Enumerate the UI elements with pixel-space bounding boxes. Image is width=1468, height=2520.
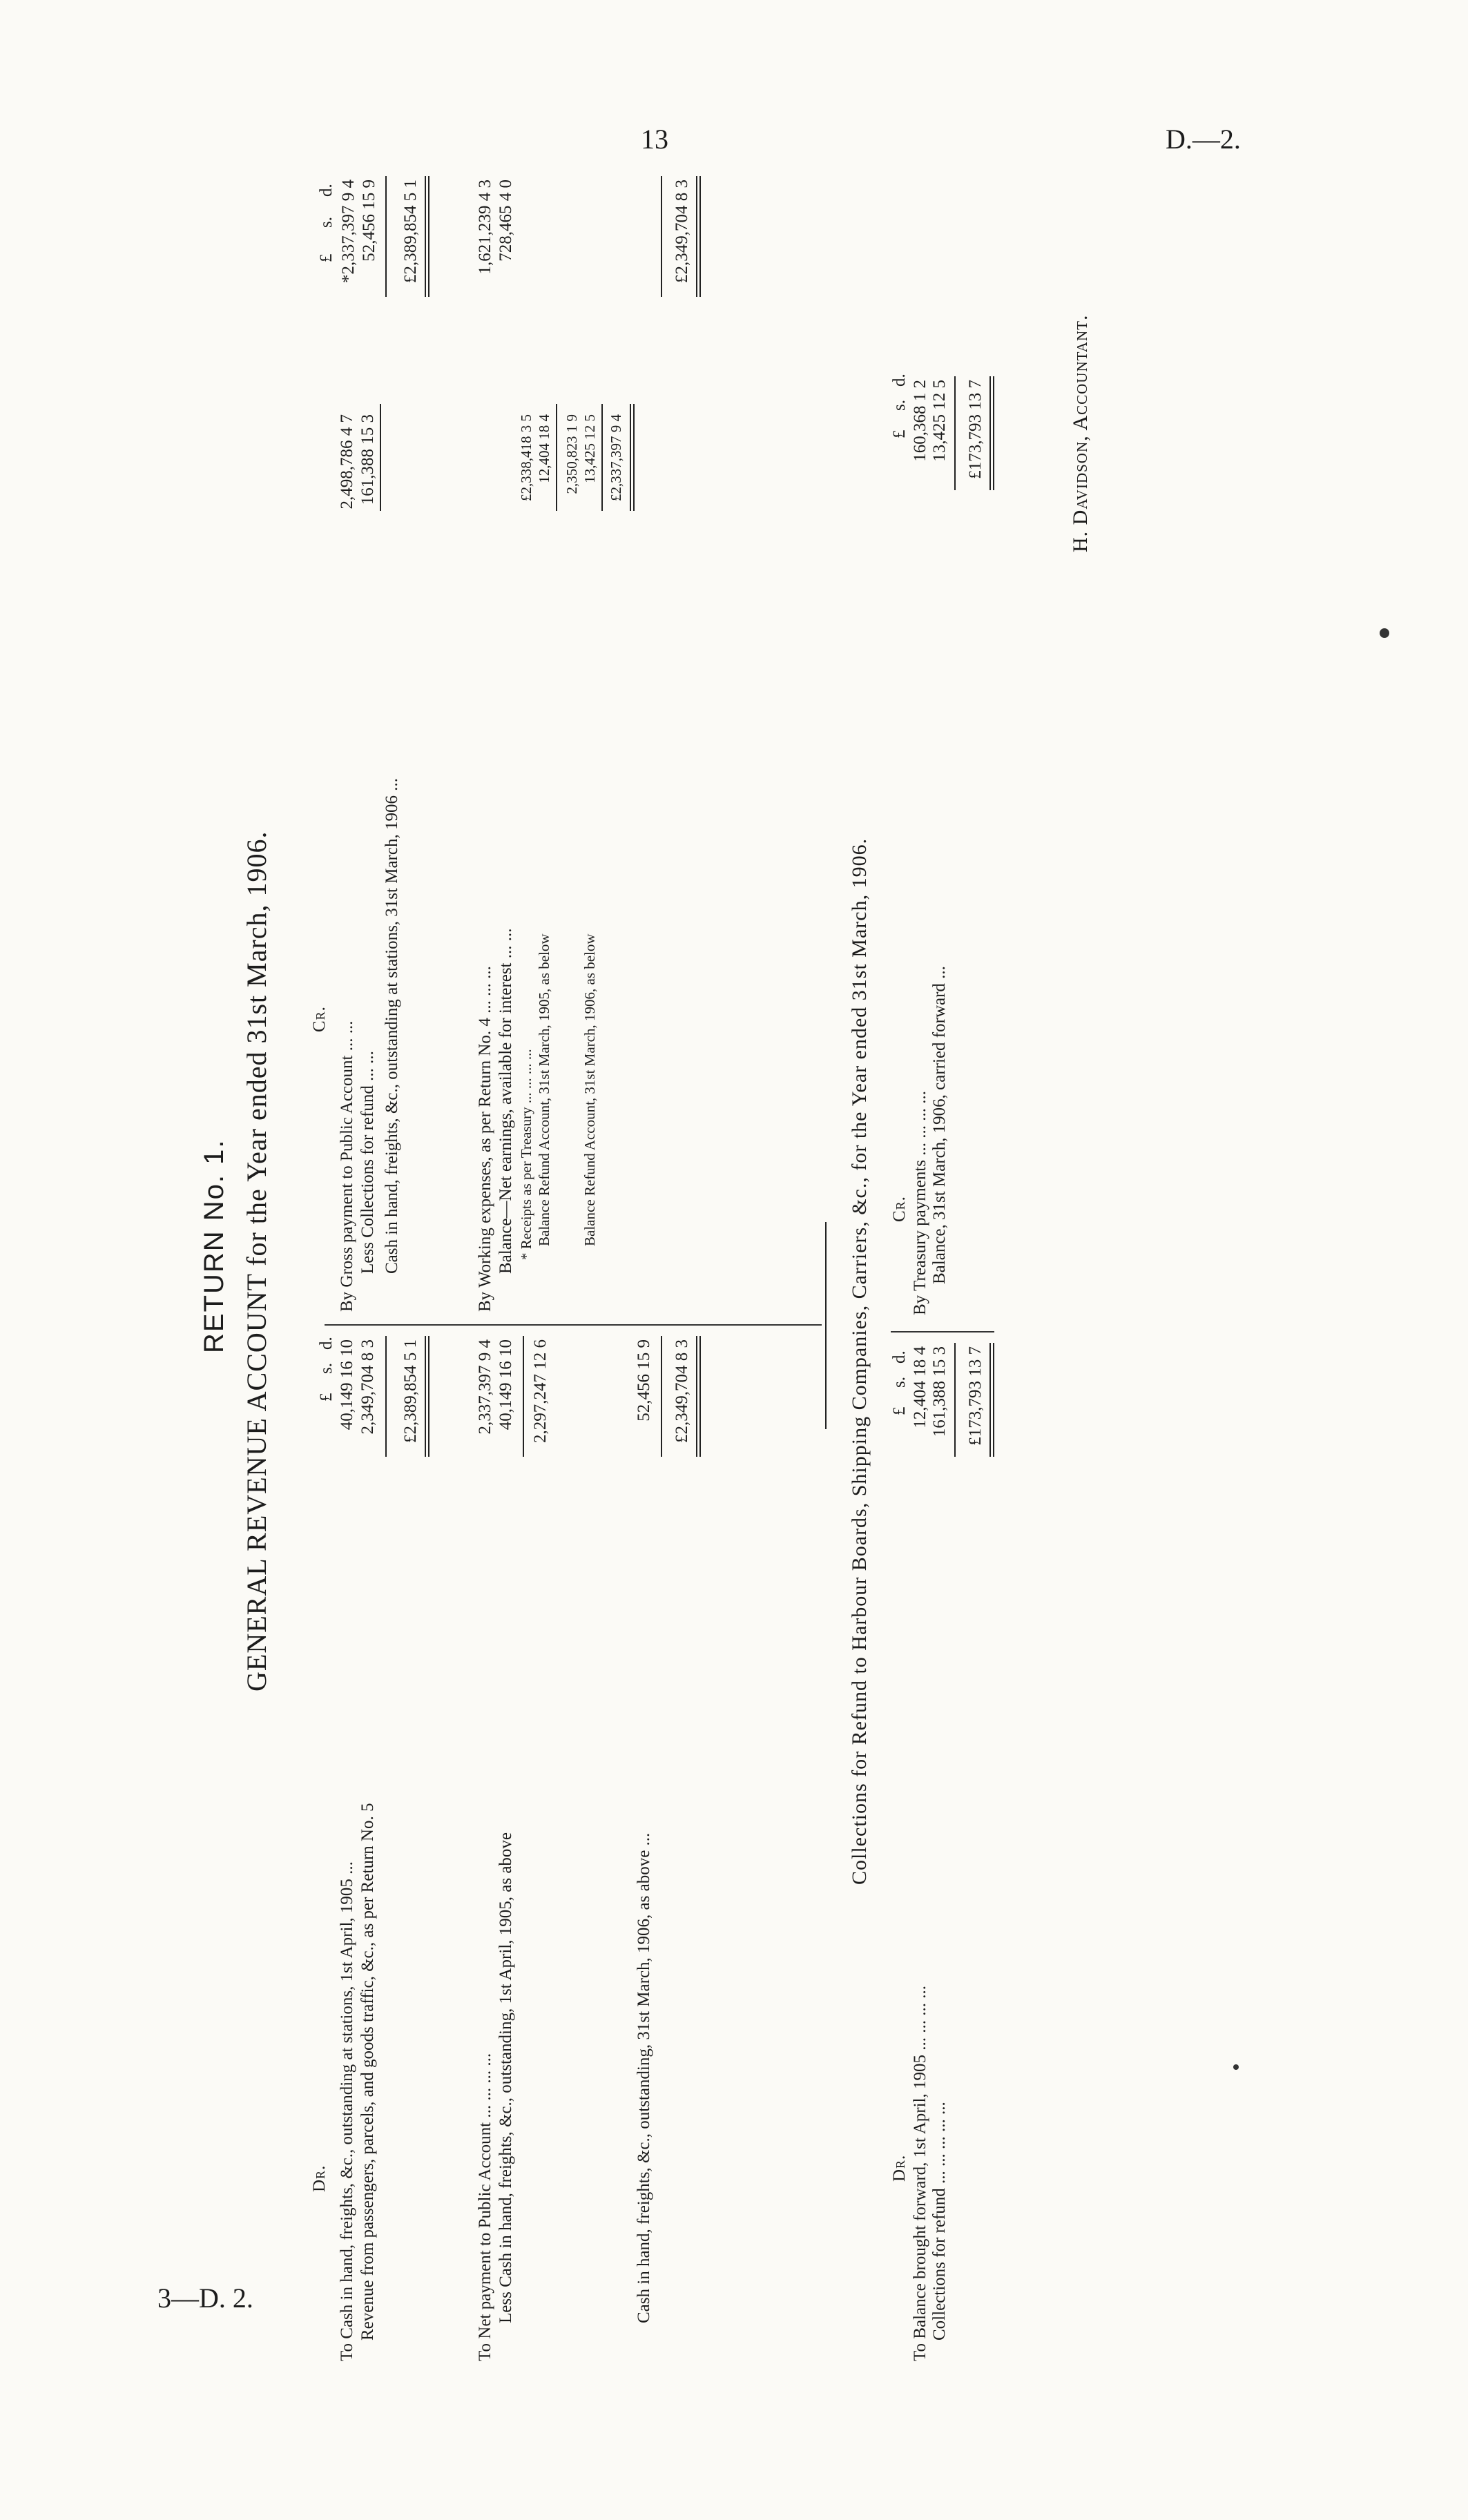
lsd-pound-right: £ [317,253,336,262]
rule [425,176,426,297]
rule [385,1336,387,1457]
cr-note-inner: 13,425 12 5 [581,414,598,483]
dr-subtotal: 2,297,247 12 6 [531,1339,550,1443]
page-number: 13 [641,124,668,155]
dr-row-amount: 2,337,397 9 4 [476,1339,494,1435]
cr-note-inner: 2,350,823 1 9 [563,414,580,494]
cr-note-text: Balance Refund Account, 31st March, 1906, as below [581,933,598,1246]
rule [989,376,991,490]
refund-dr-amount: 161,388 15 3 [930,1346,949,1437]
cr-label: Cr. [310,1006,329,1032]
lsd-pound-refund-left: £ [890,1406,909,1415]
return-heading: RETURN No. 1. [199,1138,229,1353]
lsd-d-right: d. [317,184,336,197]
refund-dr-text: To Balance brought forward, 1st April, 1905 ... ... ... ... [911,1986,929,2361]
lsd-s-refund-right: s. [890,400,909,411]
return-title: GENERAL REVENUE ACCOUNT for the Year ended 31st March, 1906. [241,831,272,1692]
lsd-pound-refund-right: £ [890,429,909,438]
rule [428,176,429,297]
column-divider [325,1324,822,1326]
rule [993,376,994,490]
rule [630,404,631,511]
rule [556,404,557,511]
rule [425,1336,426,1457]
cr-total: £2,349,704 8 3 [673,180,691,283]
dr-row-text: Less Cash in hand, freights, &c., outstanding, 1st April, 1905, as above [496,1832,515,2323]
cr-note-text: Balance Refund Account, 31st March, 1905, as below [536,933,552,1246]
dr-label: Dr. [310,2164,329,2192]
rule [385,176,387,297]
rule [699,176,701,297]
rule [633,404,635,511]
cr-note-inner: 12,404 18 4 [536,414,552,483]
rule [696,176,697,297]
lsd-d-refund-left: d. [890,1350,909,1364]
refund-dr-total: £173,793 13 7 [966,1346,985,1446]
dr-row-text: To Cash in hand, freights, &c., outstanding at stations, 1st April, 1905 ... [338,1861,356,2361]
section-divider [825,1222,827,1429]
dr-total: £2,349,704 8 3 [673,1339,691,1443]
signature: H. Davidson, Accountant. [1069,314,1092,552]
rule [380,404,381,511]
refund-column-divider [891,1331,994,1332]
rule [954,376,956,490]
refund-dr-text: Collections for refund ... ... ... ... ... [930,2102,949,2340]
refund-cr-amount: 160,368 1 2 [911,380,929,462]
refund-cr-total: £173,793 13 7 [966,380,985,479]
cr-row-amount: 1,621,239 4 3 [476,180,494,275]
dr-row-text: Cash in hand, freights, &c., outstanding, 31st March, 1906, as above ... [635,1832,653,2323]
cr-row-amount: 728,465 4 0 [496,180,515,262]
rule [699,1336,701,1457]
refund-cr-amount: 13,425 12 5 [930,380,949,462]
rule [428,1336,429,1457]
cr-row-amount: *2,337,397 9 4 [339,180,358,283]
rotated-ledger [159,90,1388,2368]
cr-row-inner: 161,388 15 3 [358,414,377,505]
dr-total: £2,389,854 5 1 [401,1339,420,1443]
lsd-pound-left: £ [317,1393,336,1402]
refund-dr-label: Dr. [890,2154,909,2182]
rule [601,404,603,511]
lsd-s-left: s. [317,1363,336,1374]
cr-row-text: Balance—Net earnings, available for interest ... ... [496,928,515,1274]
dr-row-amount: 52,456 15 9 [635,1339,653,1422]
cr-note-inner: £2,338,418 3 5 [518,414,534,501]
footer-code: 3—D. 2. [157,2282,253,2314]
rule [696,1336,697,1457]
rule [661,176,662,297]
cr-total: £2,389,854 5 1 [401,180,420,283]
cr-row-amount: 52,456 15 9 [360,180,378,262]
refund-title: Collections for Refund to Harbour Boards, Shipping Companies, Carriers, &c., for the Year ended 31st March, 1906. [848,837,871,1885]
dr-row-text: To Net payment to Public Account ... ... ... ... [476,2053,494,2361]
cr-row-text: Less Collections for refund ... ... [358,1051,377,1274]
refund-cr-label: Cr. [890,1196,909,1222]
dr-row-amount: 2,349,704 8 3 [358,1339,377,1435]
cr-note-text: * Receipts as per Treasury ... ... ... ... [518,1049,534,1260]
lsd-s-right: s. [317,217,336,228]
lsd-s-refund-left: s. [890,1377,909,1388]
rule [523,1336,524,1457]
refund-dr-amount: 12,404 18 4 [911,1346,929,1428]
cr-row-text: Cash in hand, freights, &c., outstanding at stations, 31st March, 1906 ... [383,778,401,1274]
series-code: D.—2. [1166,124,1241,155]
cr-note-inner: £2,337,397 9 4 [608,414,624,501]
refund-cr-text: Balance, 31st March, 1906, carried forward ... [930,966,949,1284]
rule [661,1336,662,1457]
dr-row-amount: 40,149 16 10 [338,1339,356,1431]
cr-row-text: By Working expenses, as per Return No. 4 ... ... ... [476,966,494,1312]
refund-cr-text: By Treasury payments ... ... ... ... [911,1091,929,1315]
rule [989,1343,991,1457]
dr-row-text: Revenue from passengers, parcels, and goods traffic, &c., as per Return No. 5 [358,1803,377,2340]
lsd-d-left: d. [317,1337,336,1350]
dr-row-amount: 40,149 16 10 [496,1339,515,1431]
rule [954,1343,956,1457]
cr-row-inner: 2,498,786 4 7 [338,414,356,510]
rule [993,1343,994,1457]
lsd-d-refund-right: d. [890,374,909,387]
cr-row-text: By Gross payment to Public Account ... ... [338,1020,356,1312]
